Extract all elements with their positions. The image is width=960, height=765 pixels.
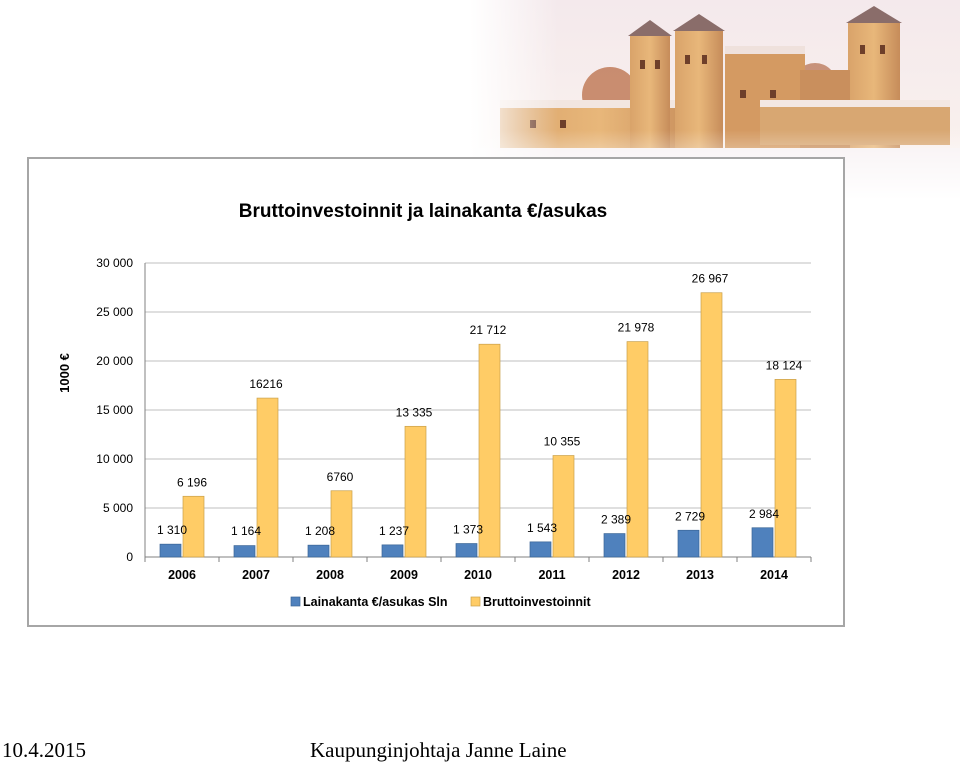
data-label: 10 355 (543, 434, 581, 449)
footer-author: Kaupunginjohtaja Janne Laine (310, 738, 567, 762)
x-tick-label: 2009 (390, 568, 418, 582)
data-label: 26 967 (691, 271, 729, 286)
y-tick-label: 25 000 (96, 305, 133, 319)
y-tick-label: 15 000 (96, 403, 133, 417)
x-tick-label: 2012 (612, 568, 640, 582)
data-label: 2 389 (600, 512, 632, 527)
x-tick-label: 2011 (538, 568, 566, 582)
bar-bruttoinvestoinnit (553, 456, 574, 557)
bar-bruttoinvestoinnit (775, 379, 796, 557)
legend (291, 595, 591, 609)
y-tick-label: 0 (126, 550, 133, 564)
x-tick-label: 2006 (168, 568, 196, 582)
bar-lainakanta (308, 545, 329, 557)
data-label: 16216 (249, 377, 283, 392)
x-tick-label: 2008 (316, 568, 344, 582)
data-label: 1 310 (156, 523, 188, 538)
chart-title: Bruttoinvestoinnit ja lainakanta €/asukas (238, 201, 608, 222)
bar-lainakanta (382, 545, 403, 557)
bar-lainakanta (160, 544, 181, 557)
legend-swatch (291, 597, 300, 606)
legend-label: Lainakanta €/asukas Sln (303, 595, 448, 609)
legend-swatch (471, 597, 480, 606)
data-label: 1 237 (378, 523, 410, 538)
bar-lainakanta (678, 530, 699, 557)
bar-lainakanta (456, 544, 477, 557)
x-tick-label: 2014 (760, 568, 788, 582)
data-label: 18 124 (765, 358, 803, 373)
footer-date: 10.4.2015 (2, 738, 86, 762)
y-axis-label: 1000 € (57, 353, 72, 393)
bar-lainakanta (752, 528, 773, 557)
y-tick-label: 5 000 (102, 501, 133, 515)
bar-lainakanta (234, 546, 255, 557)
data-label: 21 712 (469, 323, 507, 338)
x-tick-label: 2007 (242, 568, 270, 582)
y-tick-label: 30 000 (96, 256, 133, 270)
data-label: 1 373 (452, 522, 484, 537)
data-label: 1 164 (230, 524, 262, 538)
y-tick-label: 20 000 (96, 354, 133, 368)
y-tick-label: 10 000 (96, 452, 133, 466)
data-label: 1 543 (526, 520, 558, 535)
data-label: 2 729 (674, 509, 706, 524)
data-label: 6 196 (176, 475, 208, 490)
legend-label: Bruttoinvestoinnit (483, 595, 591, 609)
bar-chart (29, 159, 843, 625)
x-tick-label: 2010 (464, 568, 492, 582)
chart-container (27, 157, 845, 627)
data-label: 1 208 (304, 524, 336, 538)
data-label: 13 335 (395, 405, 433, 420)
data-label: 2 984 (748, 506, 780, 521)
x-tick-label: 2013 (686, 568, 714, 582)
bar-lainakanta (604, 534, 625, 557)
bar-lainakanta (530, 542, 551, 557)
data-label: 21 978 (617, 320, 655, 335)
data-label: 6760 (326, 469, 354, 484)
